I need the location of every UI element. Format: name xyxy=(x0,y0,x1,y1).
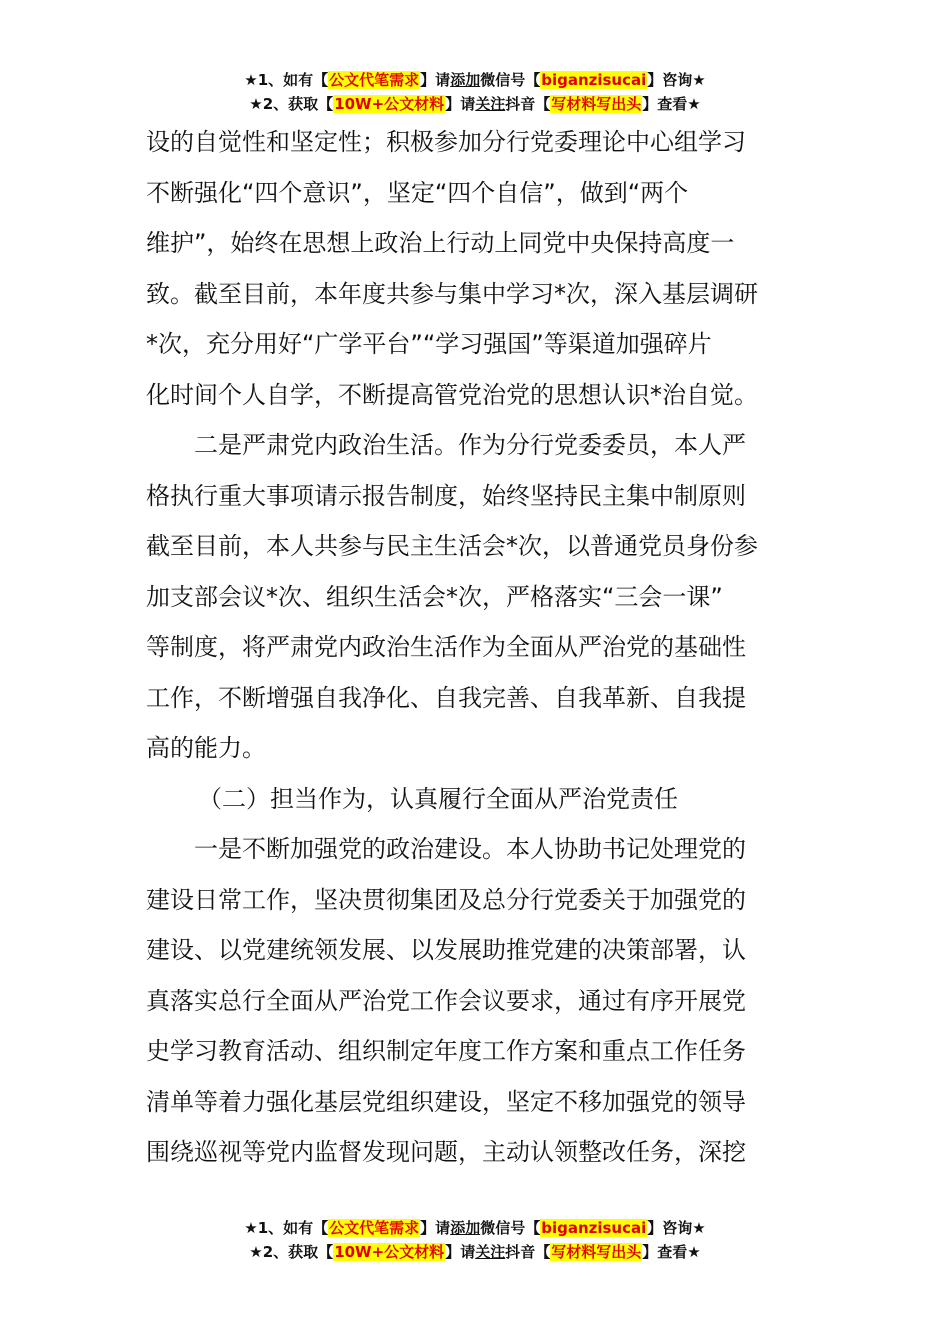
banner-line-1: ★1、如有【公文代笔需求】请添加微信号【biganzisucai】咨询★ xyxy=(244,71,706,89)
paragraph-start: 二是严肃党内政治生活。作为分行党委委员，本人严 xyxy=(194,431,746,459)
body-line: 截至目前，本人共参与民主生活会*次，以普通党员身份参 xyxy=(146,532,758,560)
section-heading: （二）担当作为，认真履行全面从严治党责任 xyxy=(198,784,678,813)
header-banner xyxy=(0,68,950,116)
body-line: 清单等着力强化基层党组织建设，坚定不移加强党的领导 xyxy=(146,1087,746,1116)
body-line: 真落实总行全面从严治党工作会议要求，通过有序开展党 xyxy=(146,986,746,1015)
highlight-wechat-id: biganzisucai xyxy=(541,1219,647,1237)
body-line: 不断强化“四个意识”，坚定“四个自信”，做到“两个 xyxy=(146,178,689,207)
highlight-wechat-id: biganzisucai xyxy=(541,71,647,89)
highlight-service: 公文代笔需求 xyxy=(329,1219,420,1237)
body-line: 等制度，将严肃党内政治生活作为全面从严治党的基础性 xyxy=(146,633,746,661)
document-body xyxy=(146,117,811,1178)
paragraph-start: 一是不断加强党的政治建设。本人协助书记处理党的 xyxy=(194,835,746,863)
banner-line-1: ★1、如有【公文代笔需求】请添加微信号【biganzisucai】咨询★ xyxy=(244,1219,706,1237)
body-line: 化时间个人自学，不断提高管党治党的思想认识*治自觉。 xyxy=(146,380,758,409)
body-line: 维护”，始终在思想上政治上行动上同党中央保持高度一 xyxy=(146,229,735,257)
body-line: 建设日常工作，坚决贯彻集团及总分行党委关于加强党的 xyxy=(146,885,746,914)
body-line: 高的能力。 xyxy=(146,734,266,762)
body-line: 围绕巡视等党内监督发现问题，主动认领整改任务，深挖 xyxy=(146,1138,746,1166)
body-line: 设的自觉性和坚定性；积极参加分行党委理论中心组学习 xyxy=(146,128,746,156)
body-line: *次，充分用好“广学平台”“学习强国”等渠道加强碎片 xyxy=(146,330,712,358)
body-line: 史学习教育活动、组织制定年度工作方案和重点工作任务 xyxy=(146,1037,746,1065)
body-line: 加支部会议*次、组织生活会*次，严格落实“三会一课” xyxy=(146,582,723,611)
highlight-service: 公文代笔需求 xyxy=(329,71,420,89)
highlight-materials: 10W+公文材料 xyxy=(334,1243,445,1261)
highlight-douyin: 写材料写出头 xyxy=(551,1243,642,1261)
body-line: 建设、以党建统领发展、以发展助推党建的决策部署，认 xyxy=(146,936,746,964)
body-line: 工作，不断增强自我净化、自我完善、自我革新、自我提 xyxy=(146,683,746,712)
highlight-douyin: 写材料写出头 xyxy=(551,95,642,113)
banner-line-2: ★2、获取【10W+公文材料】请关注抖音【写材料写出头】查看★ xyxy=(249,95,701,113)
footer-banner xyxy=(0,1216,950,1264)
highlight-materials: 10W+公文材料 xyxy=(334,95,445,113)
body-line: 格执行重大事项请示报告制度，始终坚持民主集中制原则 xyxy=(146,481,746,510)
banner-line-2: ★2、获取【10W+公文材料】请关注抖音【写材料写出头】查看★ xyxy=(249,1243,701,1261)
body-line: 致。截至目前，本年度共参与集中学习*次，深入基层调研 xyxy=(146,279,758,308)
